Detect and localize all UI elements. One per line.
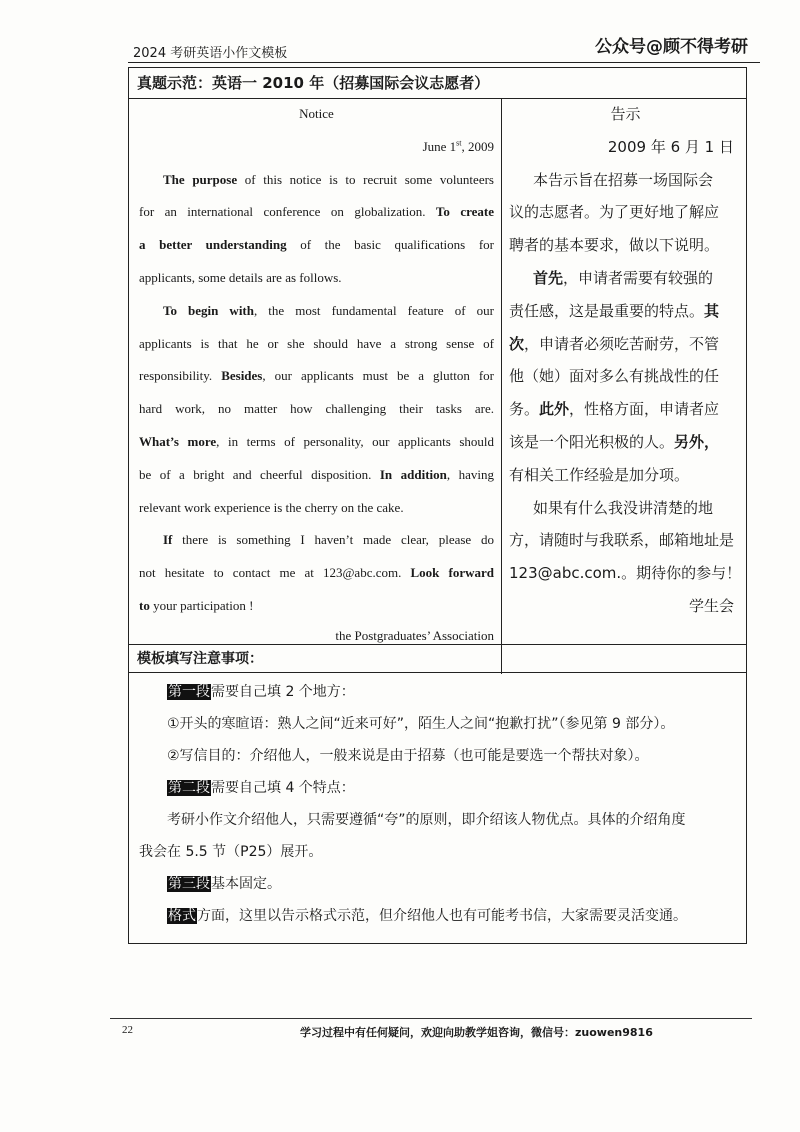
note-para3: 第三段基本固定。 xyxy=(168,876,281,892)
chinese-line: 议的志愿者。为了更好地了解应 xyxy=(509,203,720,222)
watermark-account: 公众号@顾不得考研 xyxy=(595,37,748,57)
english-p3-line2: not hesitate to contact me at 123@abc.com. Look forward xyxy=(139,565,494,581)
english-p2-line7: relevant work experience is the cherry on the cake. xyxy=(139,499,404,515)
chinese-line: 务。此外，性格方面，申请者应 xyxy=(509,400,720,419)
chinese-notice xyxy=(509,98,742,623)
chinese-date: 2009 年 6 月 1 日 xyxy=(607,137,734,156)
english-p2-line4: hard work, no matter how challenging their tasks are. xyxy=(139,401,494,417)
english-p1-line3: a better understanding of the basic qualifications for xyxy=(139,237,494,253)
english-title: Notice xyxy=(299,106,334,121)
chinese-line: 聘者的基本要求，做以下说明。 xyxy=(509,236,720,255)
english-p1-line2: for an international conference on globalization. To create xyxy=(139,204,494,220)
chinese-title: 告示 xyxy=(610,105,641,123)
footer-rule xyxy=(110,1018,752,1019)
chinese-line: 123@abc.com.。期待你的参与！ xyxy=(509,564,742,583)
english-p2-line6: be of a bright and cheerful disposition. In addition, having xyxy=(139,466,494,482)
notes-body xyxy=(139,676,739,932)
note-item: 我会在 5.5 节（P25）展开。 xyxy=(139,844,323,860)
chinese-line: 有相关工作经验是加分项。 xyxy=(509,465,690,484)
note-para2: 第二段需要自己填 4 个特点： xyxy=(168,780,355,796)
note-item: ②写信目的：介绍他人，一般来说是由于招募（也可能是要选一个帮扶对象）。 xyxy=(167,748,649,764)
chinese-line: 责任感，这是最重要的特点。其 xyxy=(509,301,720,320)
note-para1: 第一段需要自己填 2 个地方： xyxy=(168,684,355,700)
english-p2-line5: What’s more, in terms of personality, our applicants should xyxy=(139,433,494,449)
chinese-line: 他（她）面对多么有挑战性的任 xyxy=(509,367,720,386)
english-signature: the Postgraduates’ Association xyxy=(335,627,494,643)
english-p2-line1: To begin with, the most fundamental feature of our xyxy=(163,302,494,318)
page-number: 22 xyxy=(122,1024,133,1036)
english-p2-line2: applicants is that he or she should have a strong sense of xyxy=(139,335,494,351)
english-p3-line3: to your participation ! xyxy=(139,597,254,613)
chinese-line: 次，申请者必须吃苦耐劳，不管 xyxy=(509,334,720,353)
running-header-title: 2024 考研英语小作文模板 xyxy=(133,46,288,61)
chinese-line: 如果有什么我没讲清楚的地 xyxy=(533,498,714,517)
notes-rule-bottom xyxy=(129,672,746,673)
notes-title: 模板填写注意事项： xyxy=(137,651,263,667)
example-box xyxy=(128,67,747,944)
english-notice xyxy=(139,98,494,649)
highlight-tag: 格式 xyxy=(168,908,196,924)
column-divider xyxy=(501,98,502,674)
note-format: 格式方面，这里以告示格式示范，但介绍他人也有可能考书信，大家需要灵活变通。 xyxy=(168,908,687,924)
note-item: 考研小作文介绍他人，只需要遵循“夸”的原则，即介绍该人物优点。具体的介绍角度 xyxy=(167,812,686,828)
english-date: June 1st, 2009 xyxy=(422,138,494,154)
footer-text: 学习过程中有任何疑问，欢迎向助教学姐咨询，微信号：zuowen9816 xyxy=(300,1026,653,1039)
box-title-row xyxy=(129,68,746,99)
chinese-line: 本告示旨在招募一场国际会 xyxy=(533,170,714,189)
highlight-tag: 第三段 xyxy=(168,876,210,892)
english-p3-line1: If there is something I haven’t made clear, please do xyxy=(163,532,494,548)
english-p1-line1: The purpose of this notice is to recruit some volunteers xyxy=(163,171,494,187)
highlight-tag: 第一段 xyxy=(168,684,210,700)
highlight-tag: 第二段 xyxy=(168,780,210,796)
chinese-line: 方，请随时与我联系，邮箱地址是 xyxy=(509,531,735,550)
box-title: 真题示范：英语一 2010 年（招募国际会议志愿者） xyxy=(137,74,490,92)
header-rule xyxy=(128,62,760,63)
english-p1-line4: applicants, some details are as follows. xyxy=(139,269,342,285)
notes-rule xyxy=(129,644,746,645)
note-item: ①开头的寒暄语：熟人之间“近来可好”，陌生人之间“抱歉打扰”（参见第 9 部分）。 xyxy=(167,716,675,732)
english-p2-line3: responsibility. Besides, our applicants must be a glutton for xyxy=(139,368,494,384)
chinese-line: 该是一个阳光积极的人。另外， xyxy=(509,432,720,451)
chinese-line: 首先，申请者需要有较强的 xyxy=(533,268,714,287)
chinese-signature: 学生会 xyxy=(688,596,734,615)
